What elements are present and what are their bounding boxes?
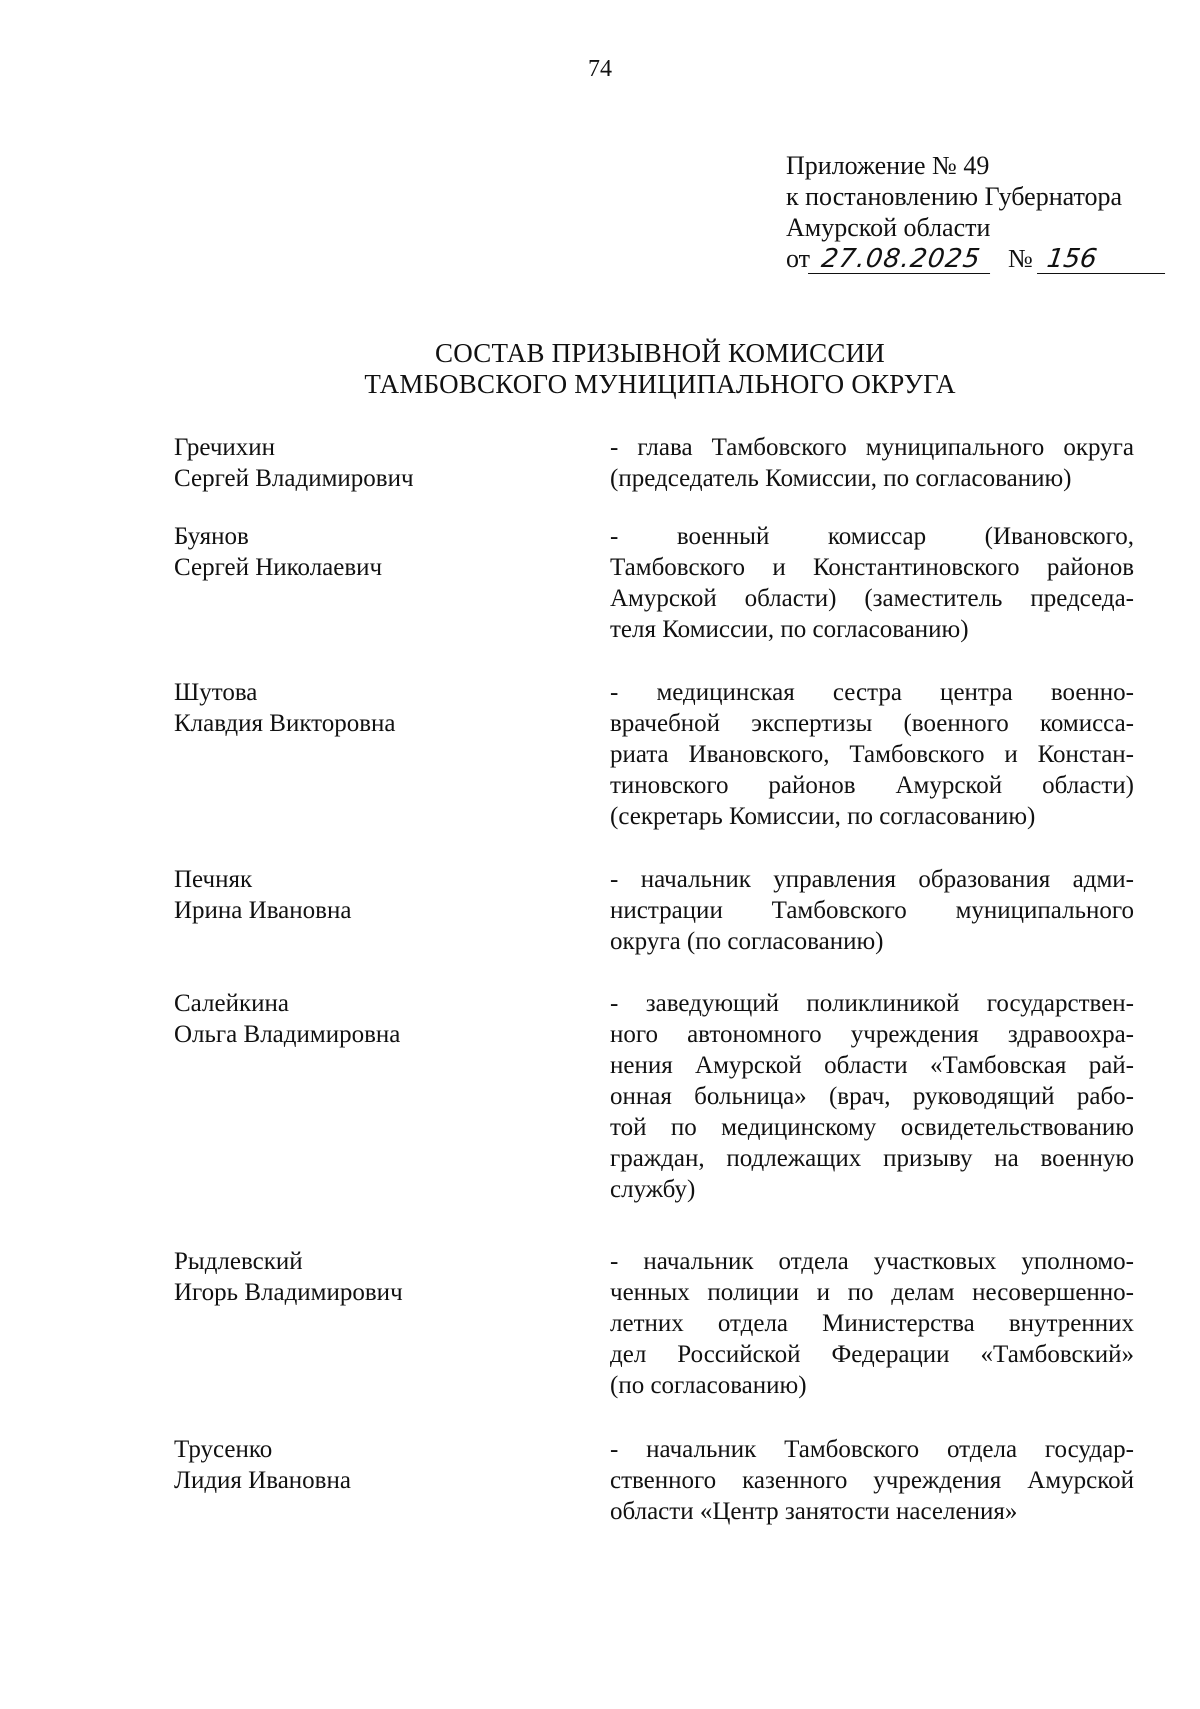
role-line: онная больница» (врач, руководящий рабо- — [610, 1083, 1134, 1110]
role-line: службу) — [610, 1176, 696, 1203]
member-surname: Шутова — [174, 679, 258, 706]
member-given-names: Игорь Владимирович — [174, 1279, 403, 1306]
member-given-names: Сергей Николаевич — [174, 554, 383, 581]
role-line: - глава Тамбовского муниципального округа — [610, 434, 1134, 461]
role-line: той по медицинскому освидетельствованию — [610, 1114, 1134, 1141]
appendix-date-line — [786, 243, 1167, 274]
document-title — [0, 338, 1200, 400]
role-line: - начальник отдела участковых уполномо- — [610, 1248, 1134, 1275]
member-name — [174, 988, 594, 1050]
handwritten-date: 27.08.2025 — [808, 245, 994, 274]
title-line-2: ТАМБОВСКОГО МУНИЦИПАЛЬНОГО ОКРУГА — [364, 369, 956, 399]
member-name — [174, 521, 594, 583]
member-surname: Гречихин — [174, 434, 276, 461]
role-line: тиновского районов Амурской области) — [610, 772, 1134, 799]
role-line: нения Амурской области «Тамбовская рай- — [610, 1052, 1134, 1079]
role-line: ного автономного учреждения здравоохра- — [610, 1021, 1134, 1048]
title-line-1: СОСТАВ ПРИЗЫВНОЙ КОМИССИИ — [435, 338, 885, 368]
number-sign: № — [1008, 244, 1033, 273]
member-role — [610, 677, 1134, 832]
role-line: летних отдела Министерства внутренних — [610, 1310, 1134, 1337]
role-line: - начальник Тамбовского отдела государ- — [610, 1436, 1134, 1463]
appendix-reference: к постановлению Губернатора — [786, 182, 1123, 211]
role-line: - военный комиссар (Ивановского, — [610, 523, 1134, 550]
role-line: (секретарь Комиссии, по согласованию) — [610, 803, 1036, 830]
date-prefix: от — [786, 244, 811, 273]
role-line: граждан, подлежащих призыву на военную — [610, 1145, 1134, 1172]
role-line: округа (по согласованию) — [610, 928, 884, 955]
member-role — [610, 864, 1134, 957]
member-surname: Салейкина — [174, 990, 289, 1017]
role-line: (по согласованию) — [610, 1372, 807, 1399]
member-given-names: Клавдия Викторовна — [174, 710, 396, 737]
member-surname: Буянов — [174, 523, 249, 550]
member-name — [174, 677, 594, 739]
member-surname: Печняк — [174, 866, 253, 893]
member-given-names: Сергей Владимирович — [174, 465, 414, 492]
role-line: - начальник управления образования адми- — [610, 866, 1134, 893]
member-role — [610, 988, 1134, 1205]
member-name — [174, 1434, 594, 1496]
role-line: (председатель Комиссии, по согласованию) — [610, 465, 1072, 492]
handwritten-number: 156 — [1037, 245, 1169, 274]
member-role — [610, 1434, 1134, 1527]
member-name — [174, 864, 594, 926]
member-surname: Трусенко — [174, 1436, 273, 1463]
role-line: ственного казенного учреждения Амурской — [610, 1467, 1134, 1494]
member-given-names: Ирина Ивановна — [174, 897, 352, 924]
page-number: 74 — [588, 56, 612, 82]
member-role — [610, 1246, 1134, 1401]
role-line: риата Ивановского, Тамбовского и Констан- — [610, 741, 1134, 768]
appendix-title: Приложение № 49 — [786, 151, 990, 180]
member-surname: Рыдлевский — [174, 1248, 303, 1275]
role-line: - медицинская сестра центра военно- — [610, 679, 1134, 706]
member-role — [610, 521, 1134, 645]
member-given-names: Лидия Ивановна — [174, 1467, 351, 1494]
appendix-region: Амурской области — [786, 213, 991, 242]
role-line: дел Российской Федерации «Тамбовский» — [610, 1341, 1134, 1368]
role-line: ченных полиции и по делам несовершенно- — [610, 1279, 1134, 1306]
role-line: Тамбовского и Константиновского районов — [610, 554, 1134, 581]
role-line: врачебной экспертизы (военного комисса- — [610, 710, 1134, 737]
role-line: Амурской области) (заместитель председа- — [610, 585, 1134, 612]
appendix-block — [786, 150, 1167, 274]
member-name — [174, 432, 594, 494]
member-role — [610, 432, 1134, 494]
role-line: - заведующий поликлиникой государствен- — [610, 990, 1134, 1017]
member-given-names: Ольга Владимировна — [174, 1021, 401, 1048]
role-line: теля Комиссии, по согласованию) — [610, 616, 969, 643]
role-line: нистрации Тамбовского муниципального — [610, 897, 1134, 924]
role-line: области «Центр занятости населения» — [610, 1498, 1018, 1525]
member-name — [174, 1246, 594, 1308]
